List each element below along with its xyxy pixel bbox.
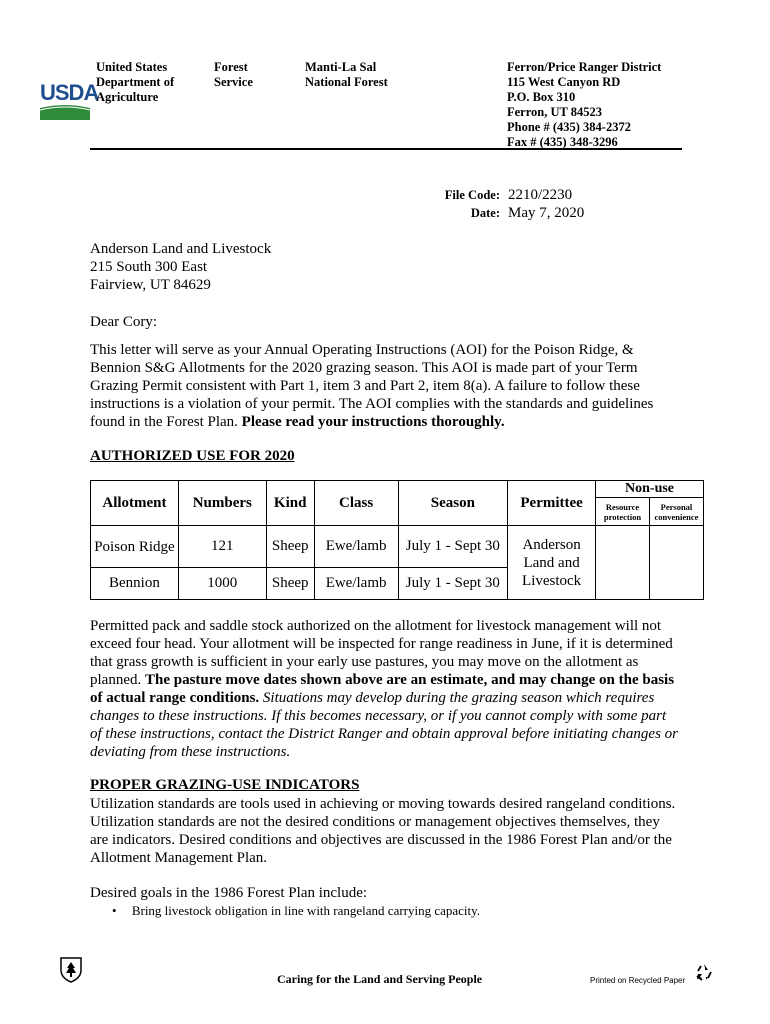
address-line: 115 West Canyon RD: [507, 75, 621, 89]
header-allotment: Allotment: [91, 481, 179, 526]
address-line: Fax # (435) 348-3296: [507, 135, 618, 149]
header-season: Season: [398, 481, 508, 526]
cell-personal-convenience: [649, 526, 703, 600]
date-value: May 7, 2020: [508, 205, 585, 221]
salutation: Dear Cory:: [90, 314, 158, 330]
file-code-value: 2210/2230: [508, 187, 573, 203]
forest-service-shield-icon: [58, 956, 84, 989]
agency-line: Forest: [214, 60, 248, 74]
meta-labels: [420, 186, 500, 222]
usda-logo-swoosh: [40, 104, 90, 120]
table-row: [91, 526, 704, 568]
goals-list: [112, 903, 480, 919]
header-address: [507, 60, 661, 150]
header-personal-convenience: Personal convenience: [649, 498, 703, 526]
file-code-label: File Code:: [444, 188, 500, 202]
authorized-use-heading: AUTHORIZED USE FOR 2020: [90, 448, 295, 464]
cell-numbers: 1000: [178, 568, 266, 600]
meta-values: [508, 186, 584, 222]
dept-line: Department of: [96, 75, 175, 89]
recipient-line: Fairview, UT 84629: [90, 277, 211, 293]
date-label: Date:: [470, 206, 500, 220]
permitted-text: Permitted pack and saddle stock authorized on the allotment for livestock management will not exceed four head. Your allotment will be inspected for range readiness in June, if it is determined that grass growth is sufficient in your early use pastures, you may move on the allotment as planned.: [90, 618, 673, 688]
recipient-line: 215 South 300 East: [90, 259, 208, 275]
footer-motto: Caring for the Land and Serving People: [277, 972, 483, 986]
usda-logo-text: USDA: [40, 80, 99, 105]
footer-recycled: Printed on Recycled Paper: [590, 976, 686, 985]
header-resource-protection: Resource protection: [596, 498, 650, 526]
goals-intro: Desired goals in the 1986 Forest Plan include:: [90, 885, 368, 901]
address-line: Ferron/Price Ranger District: [507, 60, 662, 74]
cell-season: July 1 - Sept 30: [398, 568, 508, 600]
header-numbers: Numbers: [178, 481, 266, 526]
header-divider: [90, 148, 682, 150]
dept-line: United States: [96, 60, 168, 74]
goal-item: Bring livestock obligation in line with rangeland carrying capacity.: [131, 903, 481, 918]
address-line: P.O. Box 310: [507, 90, 576, 104]
cell-kind: Sheep: [266, 526, 314, 568]
header-forest: [305, 60, 388, 90]
indicators-paragraph: Utilization standards are tools used in achieving or moving towards desired rangeland conditions. Utilization standards are not the desired conditions or management objectives themselves, they are indicators. Desired conditions and objectives are discussed in the 1986 Forest Plan and/or the Allotment Management Plan.: [90, 796, 676, 866]
header-department: [96, 60, 174, 105]
bullet: •: [112, 903, 117, 918]
recycle-icon: [694, 962, 714, 987]
permitted-paragraph: [90, 617, 680, 761]
allotment-table: [90, 480, 704, 600]
forest-line: Manti-La Sal: [305, 60, 377, 74]
header-permittee: Permittee: [508, 481, 596, 526]
header-kind: Kind: [266, 481, 314, 526]
permitted-italic: Situations may develop during the grazing season which requires changes to these instructions. If this becomes necessary, or if you cannot comply with some part of these instructions, contact the District Ranger and obtain approval before initiating changes or deviating from these instructions.: [90, 690, 678, 760]
usda-logo: [40, 82, 98, 125]
permitted-bold: The pasture move dates shown above are an estimate, and may change on the basis of actual range conditions.: [90, 672, 675, 706]
cell-permittee: Anderson Land and Livestock: [508, 526, 596, 600]
address-line: Phone # (435) 384-2372: [507, 120, 631, 134]
dept-line: Agriculture: [96, 90, 159, 104]
cell-allotment: Poison Ridge: [91, 526, 179, 568]
indicators-heading: PROPER GRAZING-USE INDICATORS: [90, 777, 360, 793]
intro-text: This letter will serve as your Annual Operating Instructions (AOI) for the Poison Ridge, & Bennion S&G Allotments for the 2020 grazing season. This AOI is made part of your Term Grazing Permit consistent with Part 1, item 3 and Part 2, item 8(a). A failure to follow these instructions is a violation of your permit. The AOI complies with the standards and guidelines found in the Forest Plan.: [90, 342, 654, 430]
forest-line: National Forest: [305, 75, 388, 89]
address-line: Ferron, UT 84523: [507, 105, 603, 119]
cell-kind: Sheep: [266, 568, 314, 600]
recipient-line: Anderson Land and Livestock: [90, 241, 272, 257]
cell-class: Ewe/lamb: [314, 526, 398, 568]
cell-season: July 1 - Sept 30: [398, 526, 508, 568]
agency-line: Service: [214, 75, 253, 89]
header-nonuse: Non-use: [596, 481, 704, 498]
cell-resource-protection: [596, 526, 650, 600]
recipient-address: [90, 240, 271, 294]
intro-paragraph: [90, 341, 680, 431]
intro-bold: Please read your instructions thoroughly.: [241, 414, 505, 430]
header-agency: [214, 60, 253, 90]
cell-numbers: 121: [178, 526, 266, 568]
cell-allotment: Bennion: [91, 568, 179, 600]
header-class: Class: [314, 481, 398, 526]
cell-class: Ewe/lamb: [314, 568, 398, 600]
